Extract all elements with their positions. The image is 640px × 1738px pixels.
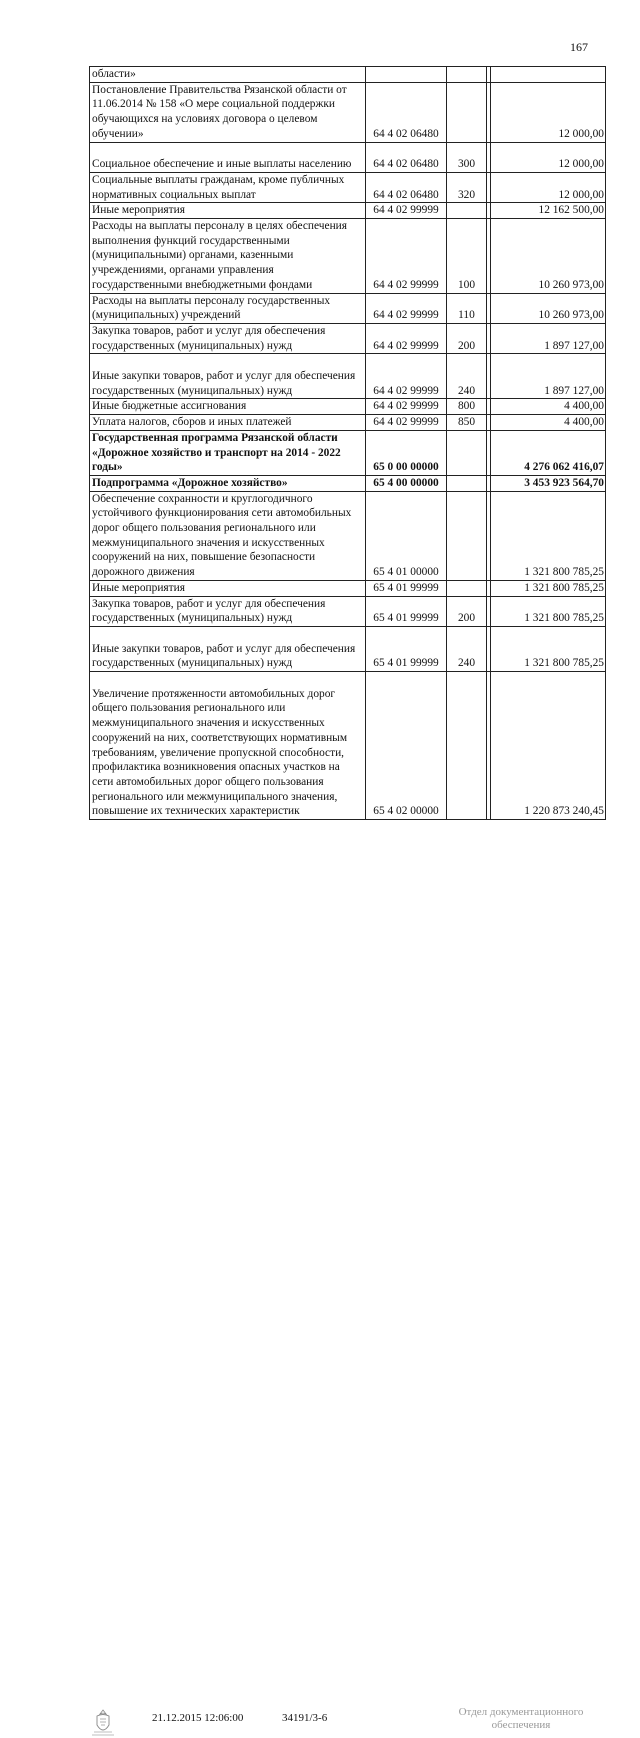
row-sum-cell [491, 67, 606, 83]
row-code-cell: 64 4 02 99999 [366, 399, 447, 415]
row-name-cell: Закупка товаров, работ и услуг для обеспечения государственных (муниципальных) нужд [90, 596, 366, 626]
table-row [90, 430, 606, 475]
row-name-cell: Расходы на выплаты персоналу в целях обеспечения выполнения функций государственными (муниципальными) органами, казенными учреждениями, органами управления государственными внебюджетными фондами [90, 219, 366, 294]
row-code-cell: 64 4 02 06480 [366, 142, 447, 172]
row-name-cell: Социальные выплаты гражданам, кроме публичных нормативных социальных выплат [90, 172, 366, 202]
row-sum-cell: 4 276 062 416,07 [491, 430, 606, 475]
table-row [90, 172, 606, 202]
row-name-cell: Уплата налогов, сборов и иных платежей [90, 415, 366, 431]
table-row [90, 142, 606, 172]
row-code-cell: 65 4 01 99999 [366, 596, 447, 626]
row-code-cell [366, 67, 447, 83]
row-expense-type-cell: 300 [447, 142, 487, 172]
row-sum-cell: 12 000,00 [491, 82, 606, 142]
row-code-cell: 65 0 00 00000 [366, 430, 447, 475]
row-sum-cell: 3 453 923 564,70 [491, 475, 606, 491]
table-row [90, 323, 606, 353]
row-name-cell: Постановление Правительства Рязанской области от 11.06.2014 № 158 «О мере социальной поддержки обучающихся на условиях договора о целевом обучении» [90, 82, 366, 142]
row-sum-cell: 1 321 800 785,25 [491, 491, 606, 580]
row-expense-type-cell [447, 672, 487, 820]
row-expense-type-cell: 110 [447, 293, 487, 323]
row-name-cell: Увеличение протяженности автомобильных дорог общего пользования регионального или межмуниципального значения и искусственных сооружений на них, соответствующих нормативным требованиям, увеличение пропускной способности, профилактика возникновения опасных участков на сети автомобильных дорог общего пользования регионального или межмуниципального значения, повышение их технических характеристик [90, 672, 366, 820]
row-expense-type-cell: 320 [447, 172, 487, 202]
row-sum-cell: 10 260 973,00 [491, 219, 606, 294]
row-name-cell: Иные бюджетные ассигнования [90, 399, 366, 415]
department-stamp: Отдел документационного обеспечения [458, 1706, 584, 1731]
table-row [90, 580, 606, 596]
row-sum-cell: 4 400,00 [491, 399, 606, 415]
table-row [90, 219, 606, 294]
row-code-cell: 65 4 02 00000 [366, 672, 447, 820]
row-sum-cell: 10 260 973,00 [491, 293, 606, 323]
row-sum-cell: 12 162 500,00 [491, 203, 606, 219]
table-row [90, 475, 606, 491]
row-name-cell: Расходы на выплаты персоналу государственных (муниципальных) учреждений [90, 293, 366, 323]
row-name-cell: Иные закупки товаров, работ и услуг для обеспечения государственных (муниципальных) нужд [90, 354, 366, 399]
row-code-cell: 64 4 02 99999 [366, 219, 447, 294]
row-code-cell: 64 4 02 06480 [366, 172, 447, 202]
print-timestamp: 21.12.2015 12:06:00 [152, 1712, 244, 1724]
row-expense-type-cell: 200 [447, 323, 487, 353]
table-row [90, 354, 606, 399]
row-code-cell: 64 4 02 99999 [366, 293, 447, 323]
document-number: 34191/3-6 [282, 1712, 328, 1724]
row-expense-type-cell: 240 [447, 626, 487, 671]
row-code-cell: 64 4 02 99999 [366, 323, 447, 353]
row-code-cell: 65 4 00 00000 [366, 475, 447, 491]
row-expense-type-cell [447, 475, 487, 491]
row-sum-cell: 1 897 127,00 [491, 354, 606, 399]
table-row [90, 82, 606, 142]
row-name-cell: Иные мероприятия [90, 580, 366, 596]
row-expense-type-cell [447, 491, 487, 580]
row-expense-type-cell [447, 67, 487, 83]
row-sum-cell: 1 897 127,00 [491, 323, 606, 353]
row-expense-type-cell [447, 203, 487, 219]
row-expense-type-cell: 240 [447, 354, 487, 399]
table-row [90, 203, 606, 219]
row-code-cell: 64 4 02 99999 [366, 415, 447, 431]
table-row [90, 399, 606, 415]
row-sum-cell: 1 220 873 240,45 [491, 672, 606, 820]
row-name-cell: Подпрограмма «Дорожное хозяйство» [90, 475, 366, 491]
table-row [90, 415, 606, 431]
row-sum-cell: 1 321 800 785,25 [491, 626, 606, 671]
row-name-cell: Социальное обеспечение и иные выплаты населению [90, 142, 366, 172]
row-sum-cell: 4 400,00 [491, 415, 606, 431]
row-expense-type-cell [447, 82, 487, 142]
row-expense-type-cell: 100 [447, 219, 487, 294]
table-row [90, 626, 606, 671]
row-expense-type-cell [447, 580, 487, 596]
row-code-cell: 64 4 02 99999 [366, 354, 447, 399]
row-name-cell: Иные закупки товаров, работ и услуг для обеспечения государственных (муниципальных) нужд [90, 626, 366, 671]
row-code-cell: 65 4 01 00000 [366, 491, 447, 580]
page-number: 167 [570, 40, 588, 54]
row-name-cell: области» [90, 67, 366, 83]
row-sum-cell: 1 321 800 785,25 [491, 596, 606, 626]
row-code-cell: 65 4 01 99999 [366, 626, 447, 671]
row-expense-type-cell: 800 [447, 399, 487, 415]
row-sum-cell: 12 000,00 [491, 172, 606, 202]
coat-of-arms-icon [88, 1708, 118, 1738]
budget-table-body [90, 67, 606, 820]
row-name-cell: Обеспечение сохранности и круглогодичного устойчивого функционирования сети автомобильных дорог общего пользования регионального или межмуниципального значения и искусственных сооружений на них, повышение безопасности дорожного движения [90, 491, 366, 580]
row-expense-type-cell: 850 [447, 415, 487, 431]
row-code-cell: 65 4 01 99999 [366, 580, 447, 596]
row-sum-cell: 1 321 800 785,25 [491, 580, 606, 596]
row-name-cell: Закупка товаров, работ и услуг для обеспечения государственных (муниципальных) нужд [90, 323, 366, 353]
table-row [90, 293, 606, 323]
row-code-cell: 64 4 02 99999 [366, 203, 447, 219]
budget-table [89, 66, 606, 820]
row-name-cell: Иные мероприятия [90, 203, 366, 219]
row-code-cell: 64 4 02 06480 [366, 82, 447, 142]
row-name-cell: Государственная программа Рязанской области «Дорожное хозяйство и транспорт на 2014 - 2022 годы» [90, 430, 366, 475]
table-row [90, 672, 606, 820]
page-footer [0, 850, 640, 1731]
table-row [90, 67, 606, 83]
row-expense-type-cell: 200 [447, 596, 487, 626]
row-sum-cell: 12 000,00 [491, 142, 606, 172]
row-expense-type-cell [447, 430, 487, 475]
table-row [90, 491, 606, 580]
table-row [90, 596, 606, 626]
